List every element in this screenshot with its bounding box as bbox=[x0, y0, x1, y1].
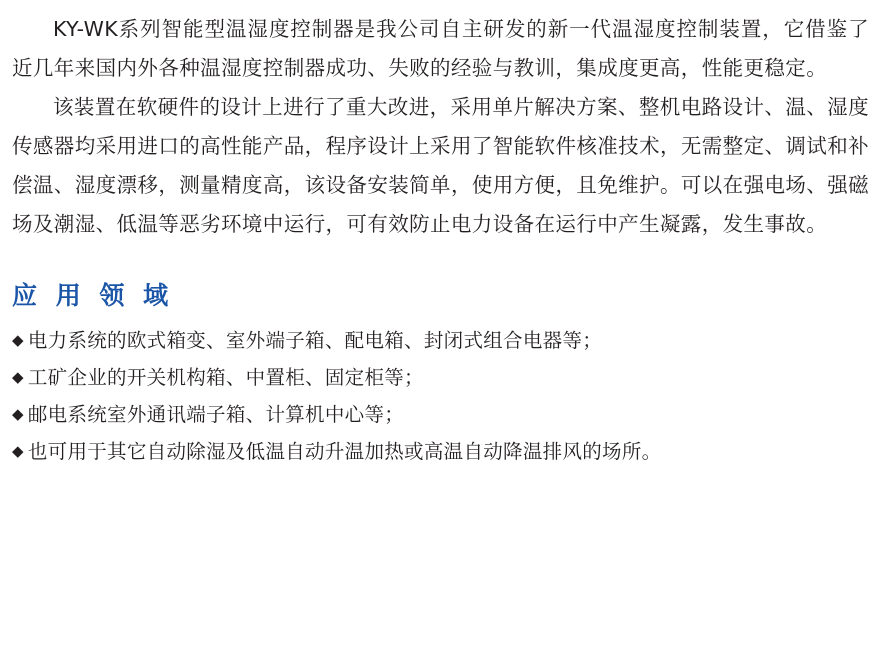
intro-section bbox=[12, 10, 869, 244]
diamond-bullet-icon: ◆ bbox=[12, 442, 24, 460]
application-fields-list bbox=[12, 322, 869, 470]
diamond-bullet-icon: ◆ bbox=[12, 405, 24, 423]
list-item bbox=[12, 396, 869, 433]
list-item bbox=[12, 433, 869, 470]
diamond-bullet-icon: ◆ bbox=[12, 368, 24, 386]
list-item-label: 邮电系统室外通讯端子箱、计算机中心等； bbox=[27, 403, 405, 426]
list-item-label: 电力系统的欧式箱变、室外端子箱、配电箱、封闭式组合电器等； bbox=[27, 329, 603, 352]
list-item-label: 也可用于其它自动除湿及低温自动升温加热或高温自动降温排风的场所。 bbox=[27, 440, 662, 463]
list-item-label: 工矿企业的开关机构箱、中置柜、固定柜等； bbox=[27, 366, 424, 389]
list-item bbox=[12, 359, 869, 396]
section-heading-application-fields: 应 用 领 域 bbox=[12, 281, 174, 310]
diamond-bullet-icon: ◆ bbox=[12, 331, 24, 349]
list-item bbox=[12, 322, 869, 359]
intro-paragraph-2: 该装置在软硬件的设计上进行了重大改进，采用单片解决方案、整机电路设计、温、湿度传感器均采用进口的高性能产品，程序设计上采用了智能软件核准技术，无需整定、调试和补偿温、湿度漂移，测量精度高，该设备安装简单，使用方便，且免维护。可以在强电场、强磁场及潮湿、低温等恶劣环境中运行，可有效防止电力设备在运行中产生凝露，发生事故。 bbox=[12, 95, 869, 236]
intro-paragraph-1: KY-WK系列智能型温湿度控制器是我公司自主研发的新一代温湿度控制装置，它借鉴了近几年来国内外各种温湿度控制器成功、失败的经验与教训，集成度更高，性能更稳定。 bbox=[12, 17, 869, 80]
